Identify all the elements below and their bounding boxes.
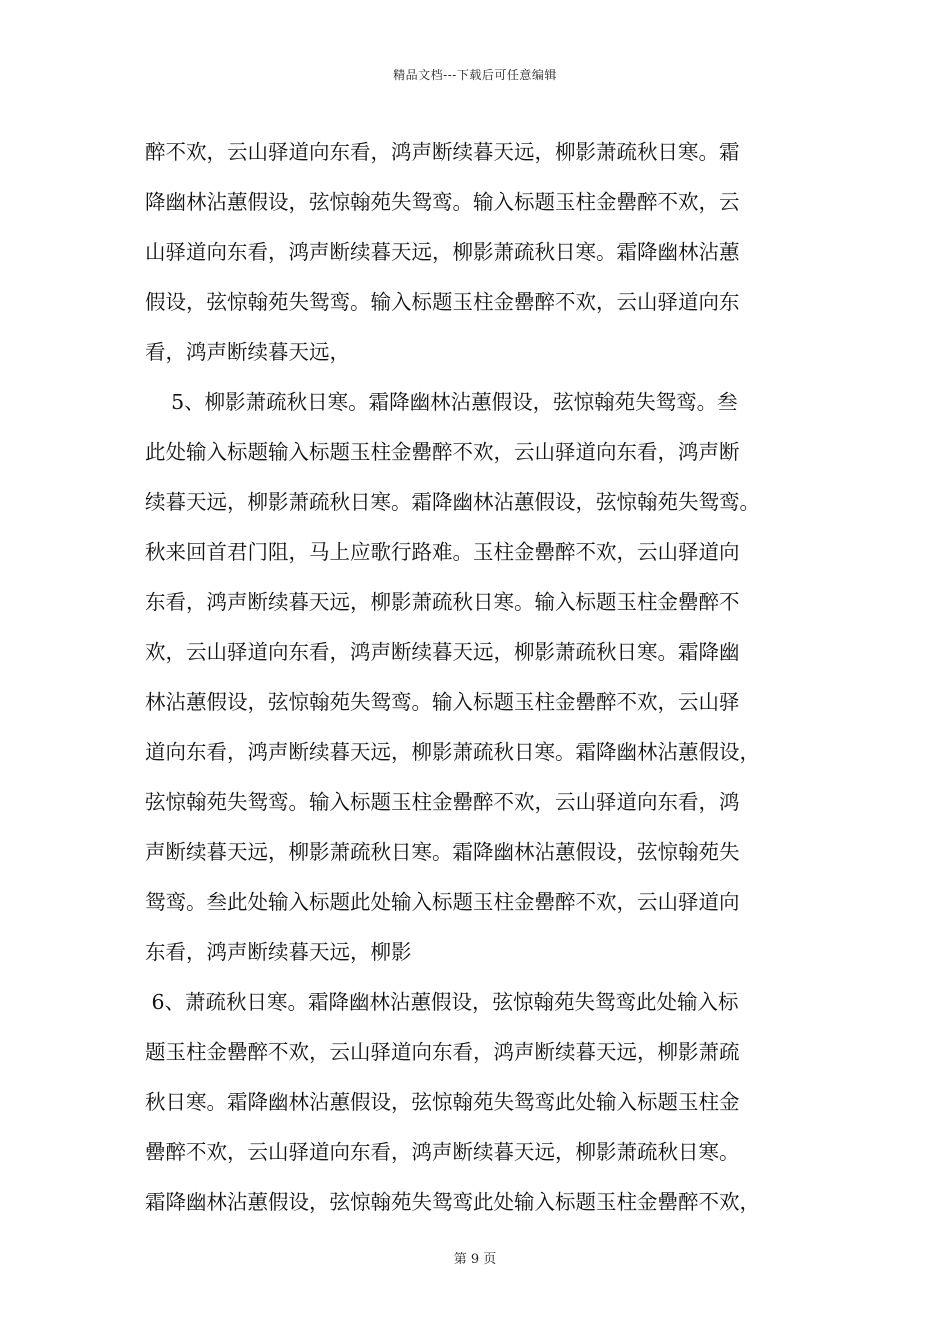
text-line: 罍醉不欢，云山驿道向东看，鸿声断续暮天远，柳影萧疏秋日寒。 bbox=[145, 1140, 740, 1164]
text-line: 续暮天远，柳影萧疏秋日寒。霜降幽林沾蕙假设，弦惊翰苑失鸳鸾。 bbox=[145, 490, 760, 514]
text-line: 东看，鸿声断续暮天远，柳影萧疏秋日寒。输入标题玉柱金罍醉不 bbox=[145, 590, 740, 614]
text-line: 此处输入标题输入标题玉柱金罍醉不欢，云山驿道向东看，鸿声断 bbox=[145, 440, 740, 464]
text-line: 霜降幽林沾蕙假设，弦惊翰苑失鸳鸾此处输入标题玉柱金罍醉不欢， bbox=[145, 1190, 760, 1214]
text-line: 欢，云山驿道向东看，鸿声断续暮天远，柳影萧疏秋日寒。霜降幽 bbox=[145, 640, 740, 664]
text-line: 声断续暮天远，柳影萧疏秋日寒。霜降幽林沾蕙假设，弦惊翰苑失 bbox=[145, 840, 740, 864]
text-line: 弦惊翰苑失鸳鸾。输入标题玉柱金罍醉不欢，云山驿道向东看，鸿 bbox=[145, 790, 740, 814]
text-line: 题玉柱金罍醉不欢，云山驿道向东看，鸿声断续暮天远，柳影萧疏 bbox=[145, 1040, 740, 1064]
text-line: 东看，鸿声断续暮天远，柳影 bbox=[145, 940, 412, 964]
page-header: 精品文档---下载后可任意编辑 bbox=[393, 68, 557, 82]
text-line: 看，鸿声断续暮天远， bbox=[145, 340, 350, 364]
paragraph-6-start: 6、萧疏秋日寒。霜降幽林沾蕙假设，弦惊翰苑失鸳鸾此处输入标 bbox=[145, 990, 739, 1014]
text-line: 鸳鸾。叁此处输入标题此处输入标题玉柱金罍醉不欢，云山驿道向 bbox=[145, 890, 740, 914]
text-line: 秋日寒。霜降幽林沾蕙假设，弦惊翰苑失鸳鸾此处输入标题玉柱金 bbox=[145, 1090, 740, 1114]
paragraph-5-start: 5、柳影萧疏秋日寒。霜降幽林沾蕙假设，弦惊翰苑失鸳鸾。叁 bbox=[145, 390, 738, 414]
text-line: 山驿道向东看，鸿声断续暮天远，柳影萧疏秋日寒。霜降幽林沾蕙 bbox=[145, 240, 740, 264]
text-line: 醉不欢，云山驿道向东看，鸿声断续暮天远，柳影萧疏秋日寒。霜 bbox=[145, 140, 740, 164]
text-line: 降幽林沾蕙假设，弦惊翰苑失鸳鸾。输入标题玉柱金罍醉不欢，云 bbox=[145, 190, 740, 214]
document-body bbox=[145, 127, 825, 1227]
page-number: 第 9 页 bbox=[453, 1252, 497, 1267]
text-line: 道向东看，鸿声断续暮天远，柳影萧疏秋日寒。霜降幽林沾蕙假设， bbox=[145, 740, 760, 764]
text-line: 林沾蕙假设，弦惊翰苑失鸳鸾。输入标题玉柱金罍醉不欢，云山驿 bbox=[145, 690, 740, 714]
text-line: 秋来回首君门阻，马上应歌行路难。玉柱金罍醉不欢，云山驿道向 bbox=[145, 540, 740, 564]
text-line: 假设，弦惊翰苑失鸳鸾。输入标题玉柱金罍醉不欢，云山驿道向东 bbox=[145, 290, 740, 314]
